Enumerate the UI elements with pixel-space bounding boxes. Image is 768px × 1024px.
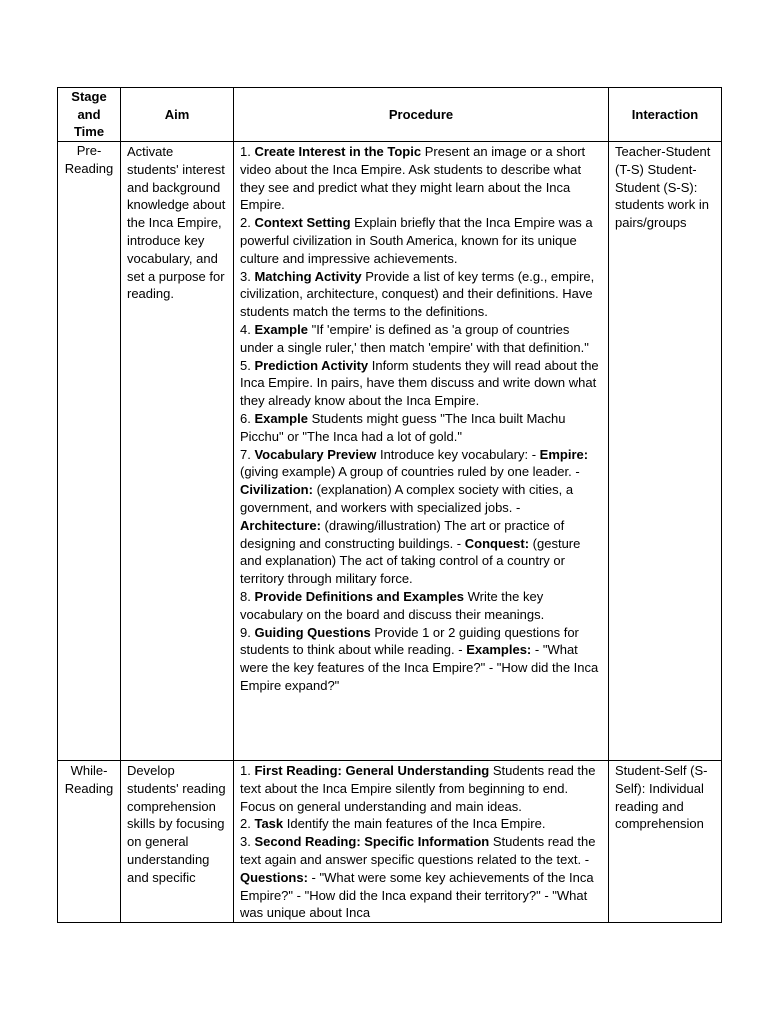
while-reading-interaction: Student-Self (S-Self): Individual reading and comprehension — [609, 761, 722, 923]
header-aim: Aim — [121, 88, 234, 142]
procedure-step: 4. Example "If 'empire' is defined as 'a group of countries under a single ruler,' then match 'empire' with that definition." — [240, 321, 589, 355]
while-reading-procedure — [234, 761, 609, 923]
procedure-step: 3. Second Reading: Specific Information Students read the text again and answer specific questions related to the text. - Questions: - "What were some key achievements of the Inca Empire?" - "How did the Inca expand their territory?" - "What was unique about Inca — [240, 834, 596, 921]
procedure-step: 6. Example Students might guess "The Inca built Machu Picchu" or "The Inca had a lot of gold." — [240, 410, 566, 444]
procedure-step: 1. First Reading: General Understanding Students read the text about the Inca Empire silently from beginning to end. Focus on general understanding and main ideas. — [240, 763, 596, 814]
pre-reading-stage: Pre-Reading — [58, 142, 121, 761]
procedure-step: 7. Vocabulary Preview Introduce key vocabulary: - Empire: (giving example) A group of countries ruled by one leader. - Civilization: (explanation) A complex society with cities, a government, and workers with specialized jobs. - Architecture: (drawing/illustration) The art or practice of designing and constructing buildings. - Conquest: (gesture and explanation) The act of taking control of a country or territory through military force. — [240, 446, 589, 587]
header-row — [58, 88, 722, 142]
procedure-step: 2. Task Identify the main features of the Inca Empire. — [240, 816, 546, 832]
procedure-step: 9. Guiding Questions Provide 1 or 2 guiding questions for students to think about while reading. - Examples: - "What were the key features of the Inca Empire?" - "How did the Inca Empire expand?" — [240, 624, 599, 693]
procedure-step: 8. Provide Definitions and Examples Write the key vocabulary on the board and discuss their meanings. — [240, 588, 545, 622]
while-reading-stage: While-Reading — [58, 761, 121, 923]
procedure-step: 3. Matching Activity Provide a list of key terms (e.g., empire, civilization, architecture, conquest) and their definitions. Have students match the terms to the definitions. — [240, 268, 595, 320]
header-procedure: Procedure — [234, 88, 609, 142]
procedure-step: 2. Context Setting Explain briefly that the Inca Empire was a powerful civilization in South America, known for its unique culture and impressive achievements. — [240, 215, 593, 266]
pre-reading-procedure — [234, 142, 609, 761]
header-stage: Stage and Time — [58, 88, 121, 142]
while-reading-aim — [121, 761, 234, 923]
pre-reading-interaction: Teacher-Student (T-S) Student-Student (S-S): students work in pairs/groups — [609, 142, 722, 761]
lesson-plan-table — [57, 87, 722, 923]
while-reading-row — [58, 761, 722, 923]
pre-reading-row — [58, 142, 722, 761]
procedure-step: 1. Create Interest in the Topic Present an image or a short video about the Inca Empire. Ask students to describe what they see and predict what they might learn about the Inca Empire. — [240, 144, 586, 213]
pre-reading-aim: Activate students' interest and background knowledge about the Inca Empire, introduce key vocabulary, and set a purpose for reading. — [121, 142, 234, 761]
while-reading-aim-text: Develop students' reading comprehension skills by focusing on general understanding and specific — [127, 763, 226, 885]
header-interaction: Interaction — [609, 88, 722, 142]
while-reading-procedure-text — [240, 762, 602, 921]
procedure-step: 5. Prediction Activity Inform students they will read about the Inca Empire. In pairs, have them discuss and write down what they already know about the Inca Empire. — [240, 357, 599, 409]
